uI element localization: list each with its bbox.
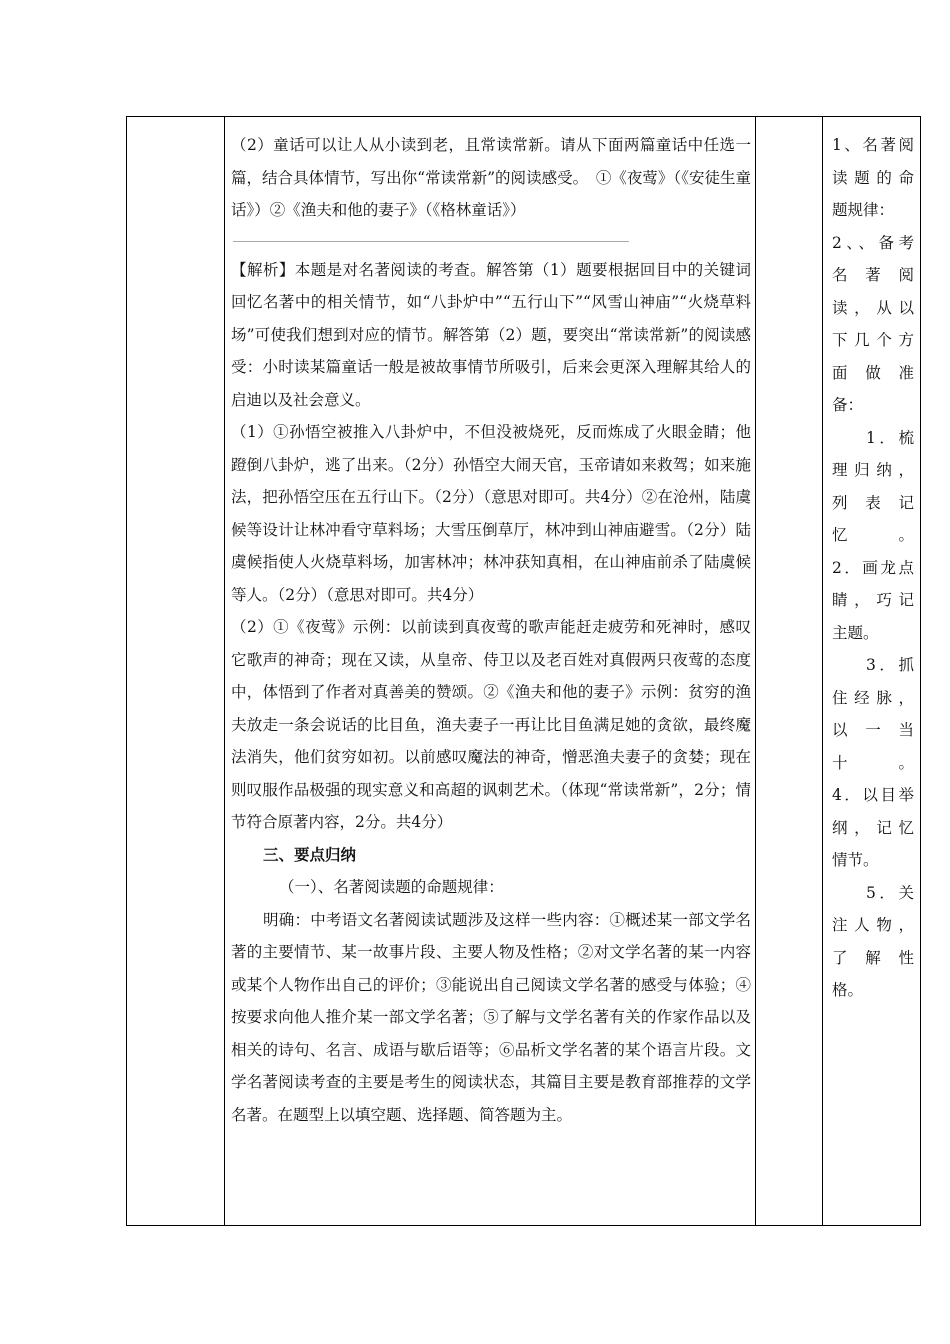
sidebar-note-line: 题规律：	[832, 201, 895, 219]
sidebar-note-line: 读，从以	[832, 298, 914, 317]
sidebar-note-line: 住经脉，	[832, 688, 914, 707]
column-divider	[755, 117, 756, 1225]
content-cell	[231, 129, 751, 1131]
sidebar-note-line: 了 解 性	[832, 948, 914, 967]
sidebar-note-line: 格。	[832, 981, 864, 999]
sidebar-note-line: 下几个方	[832, 331, 914, 349]
answer-2: （2）①《夜莺》示例：以前读到真夜莺的歌声能赶走疲劳和死神时，感叹它歌声的神奇；现在又读，从皇帝、侍卫以及老百姓对真假两只夜莺的态度中，体悟到了作者对真善美的赞颂。②《渔夫和他的妻子》示例：贫穷的渔夫放走一条会说话的比目鱼，渔夫妻子一再让比目鱼满足她的贪欲，最终魔法消失，他们贫穷如初。以前感叹魔法的神奇，憎恶渔夫妻子的贪婪；现在则叹服作品极强的现实意义和高超的讽刺艺术。（体现“常读常新”，2分；情节符合原著内容，2分。共4分）	[231, 618, 751, 831]
answer-1: （1）①孙悟空被推入八卦炉中，不但没被烧死，反而炼成了火眼金睛；他蹬倒八卦炉，逃了出来。（2分）孙悟空大闹天官，玉帝请如来救驾；如来施法，把孙悟空压在五行山下。（2分）（意思对即可。共4分）②在沧州，陆虞候等设计让林冲看守草料场；大雪压倒草厅，林冲到山神庙避雪。（2分）陆虞候指使人火烧草料场，加害林冲；林冲获知真相，在山神庙前杀了陆虞候等人。（2分）（意思对即可。共4分）	[231, 423, 751, 604]
column-divider	[224, 117, 225, 1225]
lesson-table	[126, 116, 921, 1226]
sidebar-note-line: 2．画龙点	[832, 558, 914, 577]
answer-divider	[233, 241, 629, 242]
sidebar-note-line: 1、名著阅	[832, 136, 914, 154]
analysis-intro: 【解析】本题是对名著阅读的考查。解答第（1）题要根据回目中的关键词回忆名著中的相关情节，如“八卦炉中”“五行山下”“风雪山神庙”“火烧草料场”可使我们想到对应的情节。解答第（2）题，要突出“常读常新”的阅读感受：小时读某篇童话一般是被故事情节所吸引，后来会更深入理解其给人的启迪以及社会意义。	[231, 260, 751, 409]
sidebar-note-line: 理归纳，	[832, 461, 914, 479]
section-heading: 三、要点归纳	[263, 844, 357, 864]
sidebar-note-line: 注人物，	[832, 916, 914, 934]
sidebar-note-line: 名 著 阅	[832, 266, 914, 284]
sidebar-note-line: 2、、备考	[832, 233, 914, 252]
sidebar-note-line: 列 表 记	[832, 493, 914, 512]
sidebar-note-line: 睛，巧记	[832, 591, 914, 609]
sidebar-note-line: 5．关	[866, 883, 914, 902]
question-2: （2）童话可以让人从小读到老，且常读常新。请从下面两篇童话中任选一篇，结合具体情节，写出你“常读常新”的阅读感受。 ①《夜莺》（《安徒生童话》）②《渔夫和他的妻子》（《格林童话》）	[231, 136, 751, 219]
sidebar-note-line: 纲，记忆	[832, 818, 914, 837]
sidebar-note-line: 以 一 当	[832, 721, 914, 739]
summary-body: 明确：中考语文名著阅读试题涉及这样一些内容：①概述某一部文学名著的主要情节、某一故事片段、主要人物及性格；②对文学名著的某一内容或某个人物作出自己的评价；③能说出自己阅读文学名著的感受与体验；④按要求向他人推介某一部文学名著；⑤了解与文学名著有关的作家作品以及相关的诗句、名言、成语与歇后语等；⑥品析文学名著的某个语言片段。文学名著阅读考查的主要是考生的阅读状态，其篇目主要是教育部推荐的文学名著。在题型上以填空题、选择题、简答题为主。	[231, 910, 751, 1124]
sidebar-note-line: 1．梳	[866, 428, 914, 447]
sidebar-note-line: 主题。	[832, 623, 879, 642]
sidebar-note-line: 4．以目举	[832, 786, 914, 804]
sidebar-note-line: 3．抓	[866, 656, 914, 674]
sidebar-note-line: 忆 。	[832, 526, 914, 544]
sidebar-note-line: 情节。	[832, 851, 879, 869]
section-subheading: （一）、名著阅读题的命题规律：	[279, 878, 504, 896]
sidebar-note-line: 十 。	[832, 753, 914, 772]
sidebar-note-line: 备：	[832, 396, 864, 414]
column-divider	[822, 117, 823, 1225]
notes-cell	[832, 129, 914, 1007]
sidebar-note-line: 读题的命	[832, 168, 914, 187]
sidebar-note-line: 面 做 准	[832, 363, 914, 382]
